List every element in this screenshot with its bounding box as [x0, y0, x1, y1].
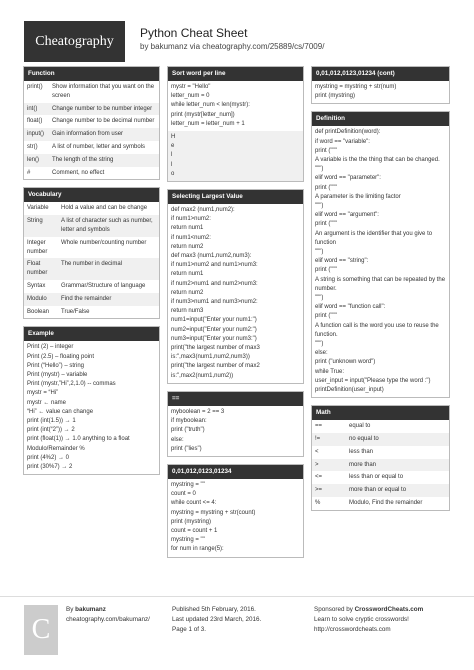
row-key: print()	[27, 84, 43, 90]
sort-word-section	[167, 66, 304, 182]
published-date: Published 5th February, 2016.	[172, 606, 256, 613]
code-line: letter_num = 0	[171, 93, 210, 100]
code-line: num1=input("Enter your num1:")	[171, 317, 257, 324]
row-value: Whole number/counting number	[61, 239, 147, 246]
row-value: Change number to be decimal number	[52, 118, 155, 125]
code-line: """)	[315, 203, 324, 210]
table-row	[312, 459, 449, 472]
row-key: #	[27, 169, 31, 176]
page-header	[0, 0, 474, 64]
row-value: Change number to be number integer	[52, 105, 153, 112]
table-row	[24, 103, 159, 116]
row-value: A list of number, letter and symbols	[52, 143, 146, 150]
row-value: The number in decimal	[61, 261, 123, 268]
math-section	[311, 405, 450, 511]
table-row	[24, 202, 159, 215]
code-line: print ("""	[315, 184, 337, 191]
column-2	[167, 66, 304, 565]
code-line: print (float(1)) → 1.0 anything to a float	[27, 436, 130, 443]
table-row	[24, 128, 159, 141]
code-line: print ("""	[315, 221, 337, 228]
row-key: <	[315, 448, 319, 455]
code-line: mystring = ""	[171, 537, 205, 544]
code-line: letter_num = letter_num + 1	[171, 120, 245, 127]
code-line: elif word == "function call":	[315, 304, 386, 311]
code-line: return num2	[171, 243, 204, 250]
row-value: Grammar/Structure of language	[61, 282, 146, 289]
author-link[interactable]: bakumanz	[75, 606, 106, 613]
sort-word-code	[168, 81, 303, 131]
vocabulary-table	[24, 202, 159, 318]
code-line: Print (mystr,”Hi”,2,1.0) -- commas	[27, 381, 116, 388]
code-line: l	[171, 161, 173, 168]
row-value: Modulo, Find the remainder	[349, 500, 423, 507]
code-line: while letter_num < len(mystr):	[171, 102, 250, 109]
section-title: Sort word per line	[168, 67, 303, 81]
code-line: print (int(1.5)) → 1	[27, 417, 76, 424]
author-info	[66, 605, 150, 625]
section-title: Vocabulary	[24, 188, 159, 202]
row-value: A list of character such as number, letter and symbols	[61, 218, 153, 233]
row-key: <=	[315, 474, 323, 481]
code-line: def max3 (num1,num2,num3):	[171, 253, 252, 260]
code-line: print("the largest number of max2 is:",max2(num1,num2))	[171, 363, 260, 379]
code-line: An argument is the identifier that you give to function	[315, 230, 433, 246]
sort-word-output	[168, 131, 303, 181]
code-line: A string is something that can be repeated by the number.	[315, 276, 446, 292]
code-line: if word == "variable":	[315, 138, 370, 145]
code-line: print (int(“2”)) → 2	[27, 427, 75, 434]
table-row	[24, 258, 159, 280]
code-line: def printDefinition(word):	[315, 129, 381, 136]
row-value: Show information that you want on the screen	[52, 84, 155, 99]
row-value: less than or equal to	[349, 474, 404, 481]
row-value: True/False	[61, 308, 90, 315]
by-label: By	[66, 606, 74, 613]
row-value: more than	[349, 461, 377, 468]
row-key: str()	[27, 143, 38, 150]
row-key: >=	[315, 487, 323, 494]
code-line: print ("""	[315, 267, 337, 274]
example-code	[24, 341, 159, 474]
code-line: for num in range(5):	[171, 546, 224, 553]
table-row	[24, 141, 159, 154]
code-line: elif word == "argument":	[315, 212, 379, 219]
code-line: return num2	[171, 289, 204, 296]
code-line: print (4%2) → 0	[27, 454, 70, 461]
table-row	[24, 306, 159, 319]
table-row	[312, 497, 449, 510]
code-line: elif word == "parameter":	[315, 175, 381, 182]
row-key: String	[27, 218, 43, 225]
page-subtitle[interactable]: by bakumanz via cheatography.com/25889/cs/7009/	[140, 42, 325, 51]
code-line: if num2>num1 and num2>num3:	[171, 280, 258, 287]
largest-value-code	[168, 204, 303, 383]
column-3	[311, 66, 450, 518]
code-line: while True:	[315, 368, 345, 375]
page-footer	[0, 596, 474, 670]
row-key: !=	[315, 436, 321, 443]
code-line: num2=input("Enter your num2:")	[171, 326, 257, 333]
code-line: H	[171, 134, 176, 141]
code-line: e	[171, 143, 175, 150]
loop-cont-code	[312, 81, 449, 103]
code-line: return num1	[171, 225, 204, 232]
code-line: else:	[171, 436, 184, 443]
row-value: more than or equal to	[349, 487, 407, 494]
code-line: print ("""	[315, 313, 337, 320]
section-title: Definition	[312, 112, 449, 126]
section-title: ==	[168, 392, 303, 406]
code-line: l	[171, 152, 173, 159]
code-line: A parameter is the limiting factor	[315, 193, 401, 200]
code-line: print ("unknown word")	[315, 359, 376, 366]
code-line: count = 0	[171, 491, 196, 498]
code-line: while count <= 4:	[171, 500, 217, 507]
code-line: Print (“Hello”) – string	[27, 362, 85, 369]
section-title: 0,01,012,0123,01234 (cont)	[312, 67, 449, 81]
code-line: Print (2.5) – floating point	[27, 353, 95, 360]
loop-section	[167, 464, 304, 558]
row-key: float()	[27, 118, 43, 125]
table-row	[24, 154, 159, 167]
equality-code	[168, 406, 303, 456]
code-line: user_input = input("Please type the word :")	[315, 377, 431, 384]
code-line: if myboolean:	[171, 418, 207, 425]
row-value: Comment, no effect	[52, 169, 105, 176]
row-value: less than	[349, 448, 374, 455]
code-line: print ("lies")	[171, 445, 202, 452]
table-row	[24, 167, 159, 180]
table-row	[24, 237, 159, 259]
page-title: Python Cheat Sheet	[140, 26, 248, 40]
code-line: """)	[315, 341, 324, 348]
cheatography-logo[interactable]: Cheatography	[24, 21, 125, 62]
code-line: else:	[315, 350, 328, 357]
sponsor-tagline: Learn to solve cryptic crosswords!	[314, 616, 409, 623]
code-line: print ("""	[315, 147, 337, 154]
code-line: Print (2) – integer	[27, 344, 74, 351]
table-row	[312, 420, 449, 433]
updated-date: Last updated 23rd March, 2016.	[172, 616, 262, 623]
vocabulary-section	[23, 187, 160, 319]
code-line: return num1	[171, 271, 204, 278]
code-line: print (30%7) → 2	[27, 463, 73, 470]
sponsor-label: Sponsored by	[314, 606, 353, 613]
table-row	[312, 446, 449, 459]
row-key: %	[315, 500, 321, 507]
sponsor-url[interactable]: http://crosswordcheats.com	[314, 626, 391, 633]
row-value: The length of the string	[52, 156, 114, 163]
row-value: equal to	[349, 423, 371, 430]
row-value: Find the remainder	[61, 295, 112, 302]
row-key: Boolean	[27, 308, 50, 315]
code-line: mystring = mystring + str(count)	[171, 509, 256, 516]
code-line: print (mystring)	[315, 93, 356, 100]
table-row	[24, 280, 159, 293]
row-key: >	[315, 461, 319, 468]
row-value: Gain information from user	[52, 131, 124, 138]
function-table	[24, 81, 159, 179]
row-value: no equal to	[349, 436, 379, 443]
row-key: Modulo	[27, 295, 47, 302]
sponsor-link[interactable]: CrosswordCheats.com	[354, 606, 424, 613]
code-line: def max2 (num1,num2):	[171, 207, 235, 214]
code-line: mystring = ""	[171, 481, 205, 488]
code-line: num3=input("Enter your num3:")	[171, 335, 257, 342]
code-line: A function call is the word you use to reuse the function.	[315, 322, 439, 338]
author-url[interactable]: cheatography.com/bakumanz/	[66, 616, 150, 623]
row-key: ==	[315, 423, 323, 430]
sponsor-info	[314, 605, 423, 635]
code-line: Modulo/Remainder %	[27, 445, 85, 452]
table-row	[24, 215, 159, 237]
table-row	[312, 471, 449, 484]
section-title: Math	[312, 406, 449, 420]
table-row	[312, 484, 449, 497]
equality-section	[167, 391, 304, 457]
code-line: """)	[315, 249, 324, 256]
code-line: Print (mystr) – variable	[27, 371, 88, 378]
code-line: o	[171, 170, 175, 177]
definition-section	[311, 111, 450, 398]
row-key: Variable	[27, 205, 49, 212]
publish-info	[172, 605, 261, 635]
section-title: 0,01,012,0123,01234	[168, 465, 303, 479]
code-line: “Hi” ← value can change	[27, 408, 94, 415]
code-line: """)	[315, 295, 324, 302]
row-key: Syntax	[27, 282, 46, 289]
section-title: Function	[24, 67, 159, 81]
cheatography-c-logo: C	[24, 605, 58, 655]
code-line: """)	[315, 166, 324, 173]
code-line: count = count + 1	[171, 527, 218, 534]
code-line: return num3	[171, 308, 204, 315]
table-row	[24, 81, 159, 103]
definition-code	[312, 126, 449, 397]
code-line: elif word == "string":	[315, 258, 369, 265]
code-line: print("the largest number of max3 is:",max3(num1,num2,num3))	[171, 345, 260, 361]
code-line: mystr = “Hi”	[27, 390, 59, 397]
code-line: if num1>num2 and num1>num3:	[171, 262, 258, 269]
table-row	[312, 433, 449, 446]
row-key: len()	[27, 156, 40, 163]
section-title: Selecting Largest Value	[168, 190, 303, 204]
code-line: print ("truth")	[171, 427, 205, 434]
code-line: mystr ← name	[27, 399, 67, 406]
table-row	[24, 293, 159, 306]
code-line: if num3>num1 and num3>num2:	[171, 299, 258, 306]
code-line: print (mystr[letter_num])	[171, 111, 235, 118]
row-key: Float number	[27, 261, 48, 277]
largest-value-section	[167, 189, 304, 384]
code-line: if num1<num2:	[171, 234, 211, 241]
row-key: Integer number	[27, 239, 48, 255]
code-line: myboolean = 2 == 3	[171, 408, 225, 415]
code-line: mystring = mystring + str(num)	[315, 84, 397, 90]
example-section	[23, 326, 160, 475]
code-line: if num1>num2:	[171, 216, 211, 223]
code-line: print (mystring)	[171, 518, 212, 525]
page-number: Page 1 of 3.	[172, 626, 206, 633]
loop-cont-section	[311, 66, 450, 104]
row-key: input()	[27, 131, 45, 138]
section-title: Example	[24, 327, 159, 341]
loop-code	[168, 479, 303, 557]
code-line: A variable is the the thing that can be changed.	[315, 157, 440, 164]
code-line: printDefinition(user_input)	[315, 387, 384, 394]
code-line: mystr = "Hello"	[171, 84, 211, 90]
row-value: Hold a value and can be change	[61, 205, 148, 212]
math-table	[312, 420, 449, 510]
table-row	[24, 115, 159, 128]
function-section	[23, 66, 160, 180]
column-1	[23, 66, 160, 482]
row-key: int()	[27, 105, 38, 112]
